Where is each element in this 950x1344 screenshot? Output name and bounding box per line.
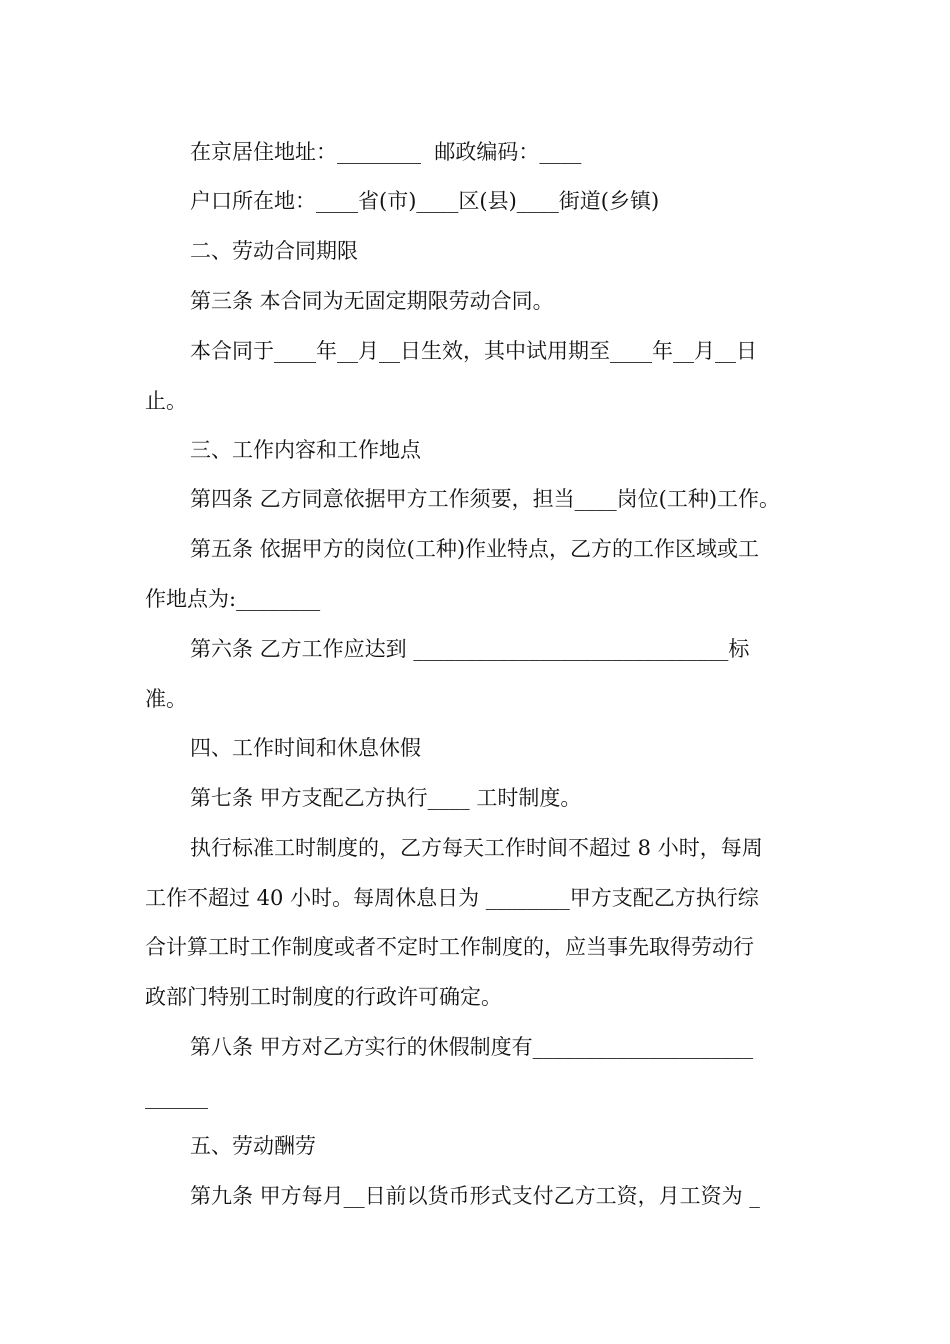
article-8-cont: ______ xyxy=(145,1085,208,1109)
article-5-cont: 作地点为:________ xyxy=(145,587,321,611)
standard-hours-line-4: 政部门特别工时制度的行政许可确定。 xyxy=(145,985,502,1009)
section-heading-contract-term: 二、劳动合同期限 xyxy=(190,239,358,263)
article-7: 第七条 甲方支配乙方执行____ 工时制度。 xyxy=(190,786,582,810)
standard-hours-line-3: 合计算工时工作制度或者不定时工作制度的，应当事先取得劳动行 xyxy=(145,935,754,959)
section-heading-working-hours: 四、工作时间和休息休假 xyxy=(190,736,421,760)
article-4: 第四条 乙方同意依据甲方工作须要，担当____岗位(工种)工作。 xyxy=(190,487,781,511)
standard-hours-line-2: 工作不超过 40 小时。每周休息日为 ________甲方支配乙方执行综 xyxy=(145,886,759,910)
article-3: 第三条 本合同为无固定期限劳动合同。 xyxy=(190,289,554,313)
contract-effective-line-end: 止。 xyxy=(145,389,187,413)
section-heading-remuneration: 五、劳动酬劳 xyxy=(190,1134,316,1158)
article-5: 第五条 依据甲方的岗位(工种)作业特点，乙方的工作区域或工 xyxy=(190,537,760,561)
section-heading-work-content: 三、工作内容和工作地点 xyxy=(190,438,421,462)
article-6: 第六条 乙方工作应达到 ______________________________标 xyxy=(190,637,750,661)
household-registration-line: 户口所在地：____省(市)____区(县)____街道(乡镇) xyxy=(190,189,660,213)
article-8: 第八条 甲方对乙方实行的休假制度有_____________________ xyxy=(190,1035,754,1059)
standard-hours-line-1: 执行标准工时制度的，乙方每天工作时间不超过 8 小时，每周 xyxy=(190,836,763,860)
article-9: 第九条 甲方每月__日前以货币形式支付乙方工资，月工资为 _ xyxy=(190,1184,760,1208)
contract-effective-line: 本合同于____年__月__日生效，其中试用期至____年__月__日 xyxy=(190,339,757,363)
article-6-cont: 准。 xyxy=(145,687,187,711)
residence-address-line: 在京居住地址：________ 邮政编码：____ xyxy=(190,140,582,164)
